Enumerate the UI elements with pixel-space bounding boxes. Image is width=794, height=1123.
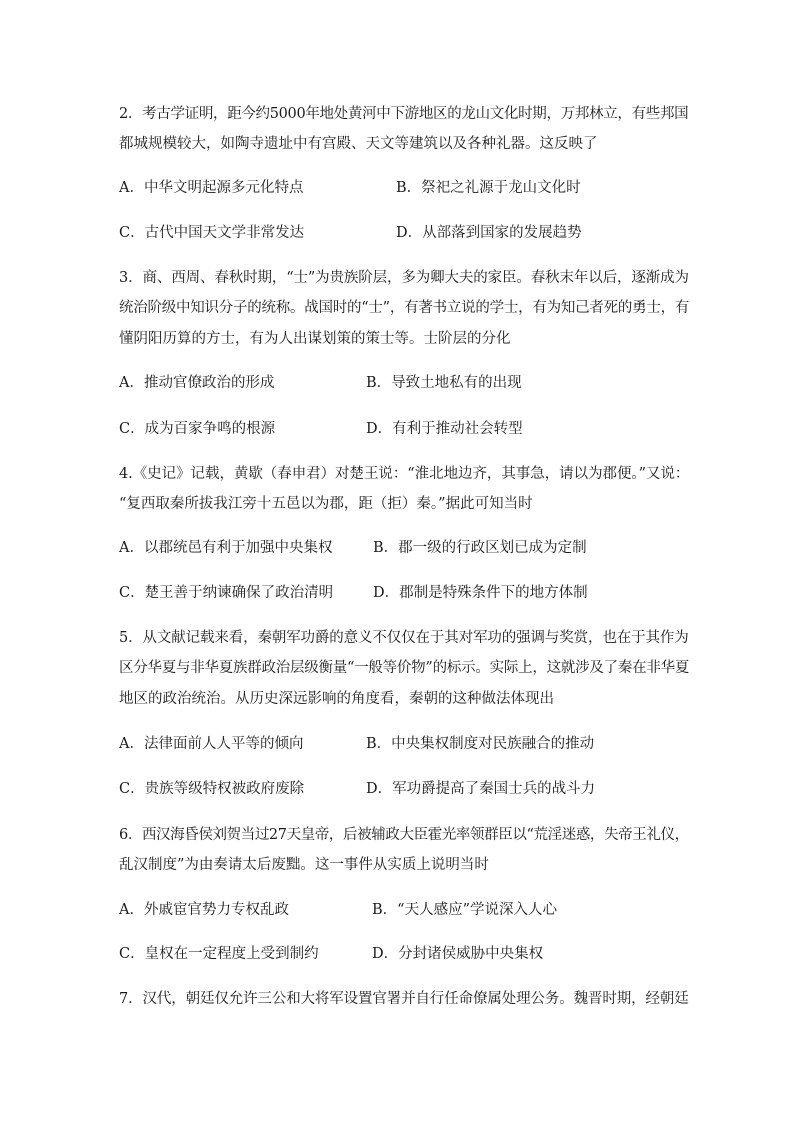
question-3-option-d: D．有利于推动社会转型 xyxy=(366,421,523,437)
question-2-option-c: C．古代中国天文学非常发达 xyxy=(119,225,305,241)
question-5-option-d: D．军功爵提高了秦国士兵的战斗力 xyxy=(366,781,596,797)
question-3-line-1: 3．商、西周、春秋时期，“士”为贵族阶层，多为卿大夫的家臣。春秋末年以后，逐渐成为 xyxy=(119,270,689,286)
question-6-option-d: D．分封诸侯威胁中央集权 xyxy=(372,946,544,962)
question-5-option-a: A．法律面前人人平等的倾向 xyxy=(119,736,304,752)
question-4-option-a: A．以郡统邑有利于加强中央集权 xyxy=(119,540,333,556)
question-6-option-a: A．外戚宦官势力专权乱政 xyxy=(119,902,289,918)
question-2-option-d: D．从部落到国家的发展趋势 xyxy=(396,225,582,241)
question-2-line-1: 2．考古学证明，距今约5000年地处黄河中下游地区的龙山文化时期，万邦林立，有些邦国 xyxy=(119,106,689,122)
question-5-line-2: 区分华夏与非华夏族群政治层级衡量“一般等价物”的标示。实际上，这就涉及了秦在非华夏 xyxy=(119,660,690,676)
question-7-line-1: 7．汉代，朝廷仅允许三公和大将军设置官署并自行任命僚属处理公务。魏晋时期，经朝廷 xyxy=(119,991,689,1007)
question-2-option-a: A．中华文明起源多元化特点 xyxy=(119,180,304,196)
question-6-line-1: 6．西汉海昏侯刘贺当过27天皇帝，后被辅政大臣霍光率领群臣以“荒淫迷惑，失帝王礼仪， xyxy=(119,827,689,843)
question-4-line-1: 4.《史记》记载，黄歇（春申君）对楚王说：“淮北地边齐，其事急，请以为郡便。”又说： xyxy=(119,466,690,482)
question-3-option-a: A．推动官僚政治的形成 xyxy=(119,375,275,391)
question-5-option-b: B．中央集权制度对民族融合的推动 xyxy=(366,736,595,752)
question-2-option-b: B．祭祀之礼源于龙山文化时 xyxy=(396,180,581,196)
question-3-line-2: 统治阶级中知识分子的统称。战国时的“士”，有著书立说的学士，有为知己者死的勇士，有 xyxy=(119,300,690,316)
question-4-option-d: D．郡制是特殊条件下的地方体制 xyxy=(373,585,588,601)
question-4-line-2: “复西取秦所拔我江旁十五邑以为郡，距（拒）秦。”据此可知当时 xyxy=(119,496,533,512)
question-5-line-1: 5．从文献记载来看，秦朝军功爵的意义不仅仅在于其对军功的强调与奖赏，也在于其作为 xyxy=(119,630,689,646)
question-3-option-b: B．导致土地私有的出现 xyxy=(366,375,522,391)
question-3-line-3: 懂阴阳历算的方士，有为人出谋划策的策士等。士阶层的分化 xyxy=(119,331,511,347)
question-5-line-3: 地区的政治统治。从历史深远影响的角度看，秦朝的这种做法体现出 xyxy=(119,691,554,707)
question-6-line-2: 乱汉制度”为由奏请太后废黜。这一事件从实质上说明当时 xyxy=(119,857,489,873)
question-2-line-2: 都城规模较大，如陶寺遗址中有宫殿、天文等建筑以及各种礼器。这反映了 xyxy=(119,136,598,152)
question-6-option-b: B．“天人感应”学说深入人心 xyxy=(372,902,557,918)
question-6-option-c: C．皇权在一定程度上受到制约 xyxy=(119,946,319,962)
question-4-option-c: C．楚王善于纳谏确保了政治清明 xyxy=(119,585,334,601)
question-3-option-c: C．成为百家争鸣的根源 xyxy=(119,421,276,437)
question-5-option-c: C．贵族等级特权被政府废除 xyxy=(119,781,305,797)
question-4-option-b: B．郡一级的行政区划已成为定制 xyxy=(373,540,587,556)
